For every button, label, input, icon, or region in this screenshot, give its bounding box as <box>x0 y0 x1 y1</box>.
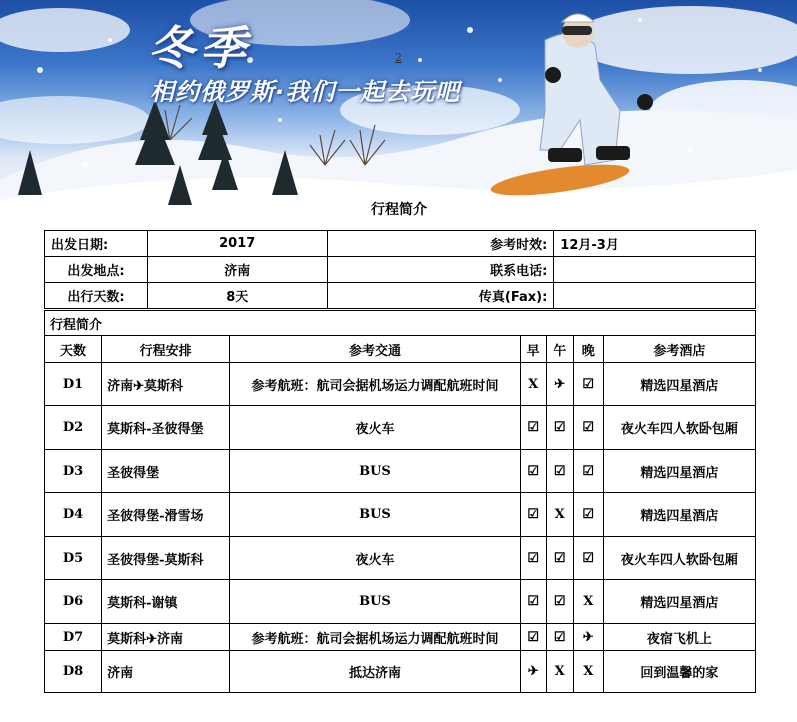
route-cell: 圣彼得堡-滑雪场 <box>102 493 230 537</box>
header-lunch: 午 <box>546 336 573 363</box>
transport-cell: BUS <box>230 580 520 624</box>
breakfast-cell: ☑ <box>520 537 546 580</box>
table-row <box>45 537 756 580</box>
fax-label: 传真(Fax): <box>327 283 554 309</box>
header-day: 天数 <box>45 336 102 363</box>
info-row <box>45 257 756 283</box>
lunch-cell: ☑ <box>546 537 573 580</box>
hotel-cell: 精选四星酒店 <box>603 493 755 537</box>
table-row <box>45 493 756 537</box>
day-cell: D6 <box>45 580 102 624</box>
depart-place-value: 济南 <box>147 257 327 283</box>
breakfast-cell: ☑ <box>520 580 546 624</box>
transport-cell: 夜火车 <box>230 406 520 450</box>
valid-period-value: 12月-3月 <box>554 231 756 257</box>
schedule-header-row <box>45 336 756 363</box>
hotel-cell: 夜宿飞机上 <box>603 624 755 651</box>
hotel-cell: 精选四星酒店 <box>603 450 755 493</box>
route-cell: 圣彼得堡-莫斯科 <box>102 537 230 580</box>
lunch-cell: ☑ <box>546 406 573 450</box>
phone-label: 联系电话: <box>327 257 554 283</box>
dinner-cell: ☑ <box>573 493 603 537</box>
dinner-cell: ☑ <box>573 406 603 450</box>
dinner-cell: ☑ <box>573 537 603 580</box>
breakfast-cell: ✈ <box>520 651 546 693</box>
banner-subtitle: 相约俄罗斯·我们一起去玩吧 <box>150 78 461 106</box>
schedule-table <box>44 310 756 693</box>
trip-info-table <box>44 230 756 309</box>
route-cell: 圣彼得堡 <box>102 450 230 493</box>
trip-days-value: 8天 <box>147 283 327 309</box>
header-transport: 参考交通 <box>230 336 520 363</box>
day-cell: D8 <box>45 651 102 693</box>
fax-value <box>554 283 756 309</box>
valid-period-label: 参考时效: <box>327 231 554 257</box>
dinner-cell: ☑ <box>573 450 603 493</box>
dinner-cell: ✈ <box>573 624 603 651</box>
route-cell: 莫斯科-谢镇 <box>102 580 230 624</box>
page-number-link[interactable]: 2 <box>395 51 402 64</box>
lunch-cell: ☑ <box>546 450 573 493</box>
day-cell: D4 <box>45 493 102 537</box>
trip-days-label: 出行天数: <box>45 283 148 309</box>
route-cell: 济南 <box>102 651 230 693</box>
table-row <box>45 363 756 406</box>
itinerary-page <box>32 202 766 722</box>
lunch-cell: X <box>546 651 573 693</box>
header-route: 行程安排 <box>102 336 230 363</box>
lunch-cell: ☑ <box>546 580 573 624</box>
header-breakfast: 早 <box>520 336 546 363</box>
table-row <box>45 624 756 651</box>
day-cell: D2 <box>45 406 102 450</box>
hotel-cell: 夜火车四人软卧包厢 <box>603 406 755 450</box>
breakfast-cell: ☑ <box>520 406 546 450</box>
dinner-cell: X <box>573 651 603 693</box>
breakfast-cell: ☑ <box>520 450 546 493</box>
day-cell: D7 <box>45 624 102 651</box>
breakfast-cell: ☑ <box>520 624 546 651</box>
breakfast-cell: ☑ <box>520 493 546 537</box>
hotel-cell: 夜火车四人软卧包厢 <box>603 537 755 580</box>
transport-cell: 抵达济南 <box>230 651 520 693</box>
day-cell: D5 <box>45 537 102 580</box>
route-cell: 济南✈莫斯科 <box>102 363 230 406</box>
banner <box>0 0 797 212</box>
hotel-cell: 精选四星酒店 <box>603 580 755 624</box>
banner-title: 冬季 <box>148 21 252 75</box>
lunch-cell: ☑ <box>546 624 573 651</box>
phone-value <box>554 257 756 283</box>
route-cell: 莫斯科-圣彼得堡 <box>102 406 230 450</box>
depart-date-value: 2017 <box>147 231 327 257</box>
lunch-cell: ✈ <box>546 363 573 406</box>
transport-cell: 参考航班：航司会据机场运力调配航班时间 <box>230 624 520 651</box>
table-row <box>45 651 756 693</box>
info-row <box>45 231 756 257</box>
info-row <box>45 283 756 309</box>
day-cell: D3 <box>45 450 102 493</box>
header-dinner: 晚 <box>573 336 603 363</box>
section-title: 行程简介 <box>371 202 427 218</box>
transport-cell: BUS <box>230 493 520 537</box>
transport-cell: 参考航班：航司会据机场运力调配航班时间 <box>230 363 520 406</box>
schedule-caption: 行程简介 <box>45 311 756 336</box>
table-row <box>45 406 756 450</box>
hotel-cell: 精选四星酒店 <box>603 363 755 406</box>
route-cell: 莫斯科✈济南 <box>102 624 230 651</box>
table-row <box>45 450 756 493</box>
lunch-cell: X <box>546 493 573 537</box>
day-cell: D1 <box>45 363 102 406</box>
depart-date-label: 出发日期: <box>45 231 148 257</box>
schedule-caption-row <box>45 311 756 336</box>
dinner-cell: ☑ <box>573 363 603 406</box>
breakfast-cell: X <box>520 363 546 406</box>
transport-cell: BUS <box>230 450 520 493</box>
dinner-cell: X <box>573 580 603 624</box>
table-row <box>45 580 756 624</box>
header-hotel: 参考酒店 <box>603 336 755 363</box>
transport-cell: 夜火车 <box>230 537 520 580</box>
depart-place-label: 出发地点: <box>45 257 148 283</box>
hotel-cell: 回到温馨的家 <box>603 651 755 693</box>
